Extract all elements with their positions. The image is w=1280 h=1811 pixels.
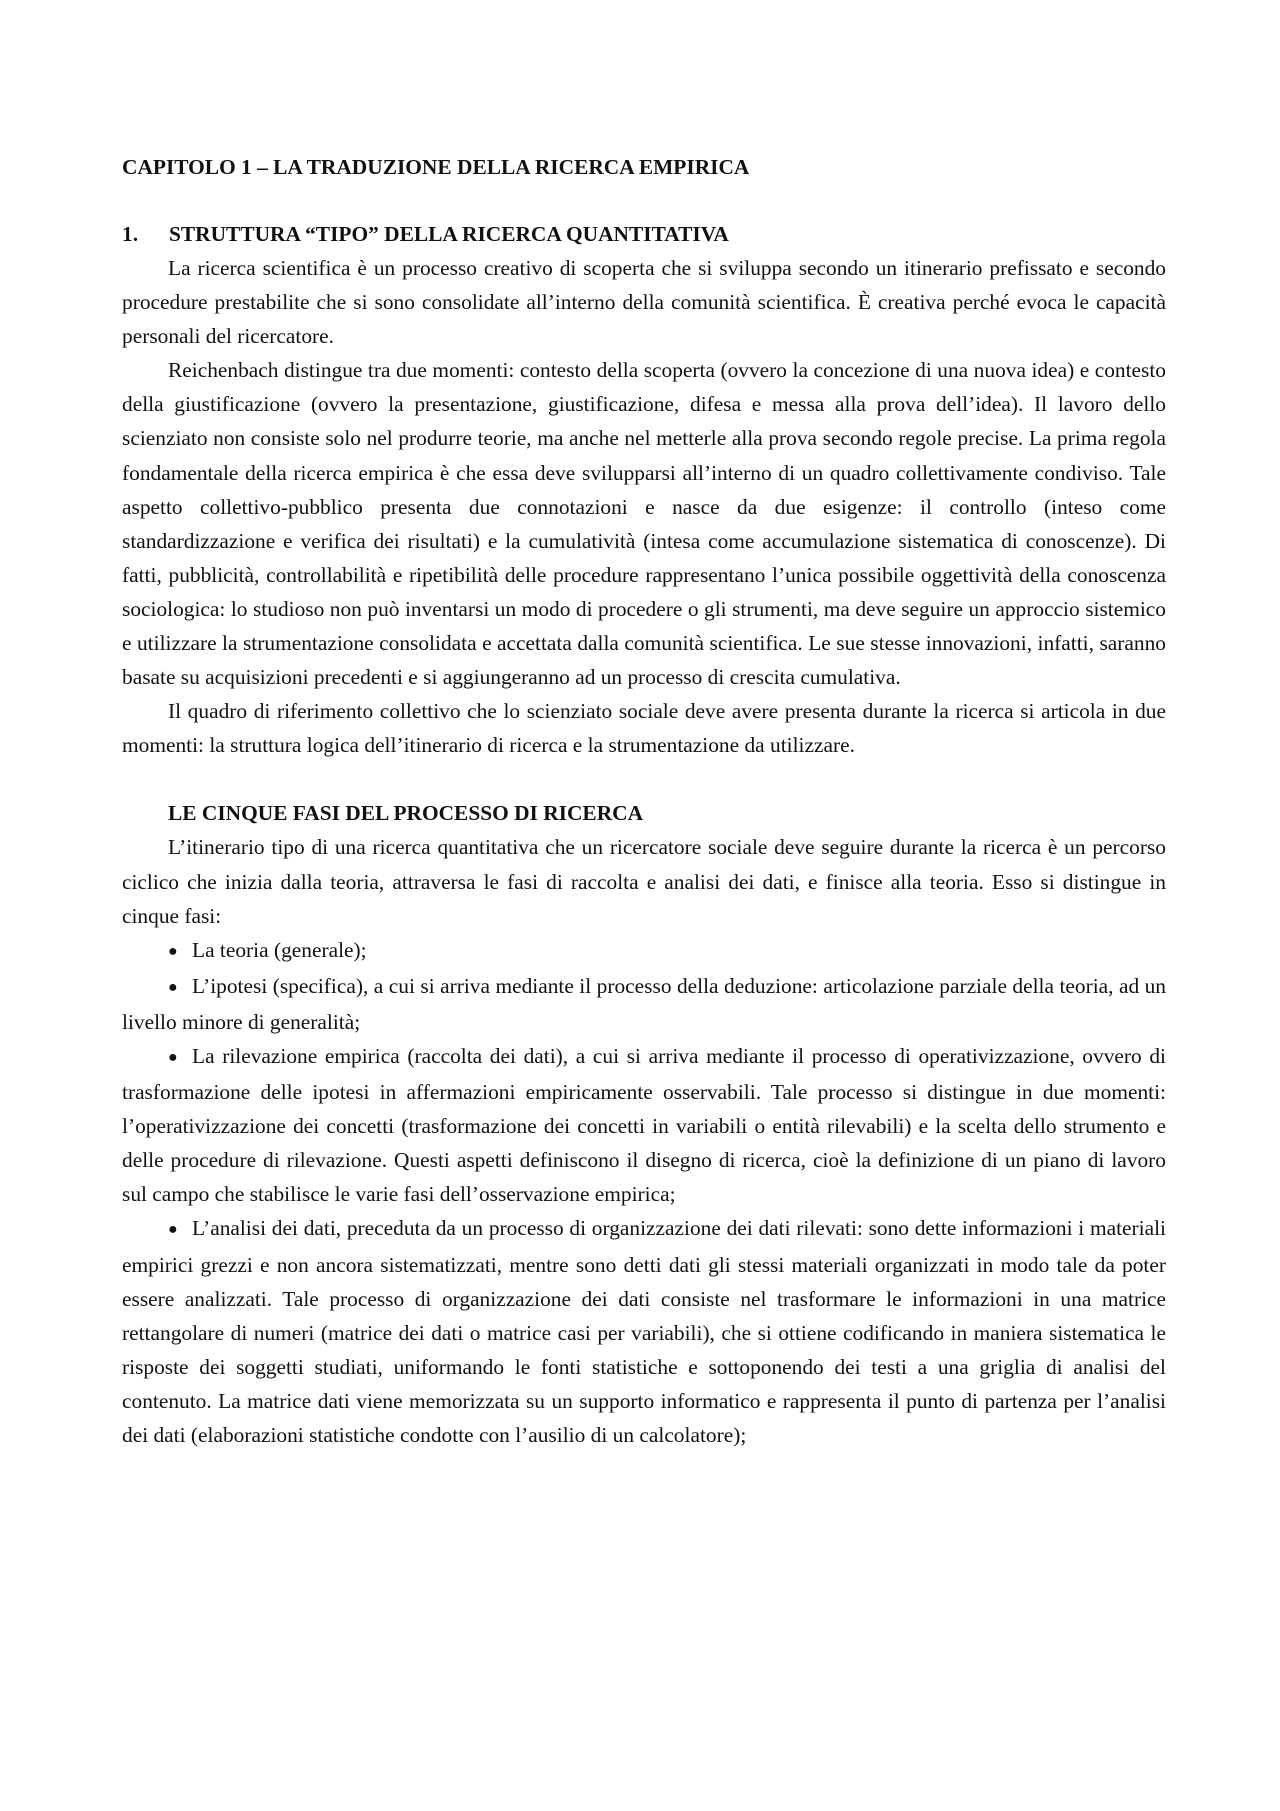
bullet-icon: ● [168,942,178,960]
bullet-icon: ● [168,978,178,996]
subsection-title: LE CINQUE FASI DEL PROCESSO DI RICERCA [168,801,644,826]
document-page [122,150,1166,1452]
subsection-intro: L’itinerario tipo di una ricerca quantitativa che un ricercatore sociale deve seguire durante la ricerca è un percorso ciclico che inizia dalla teoria, attraversa le fasi di raccolta e analisi dei dati, e finisce alla teoria. Esso si distingue in cinque fasi: [122,835,1166,928]
section-heading [122,217,1166,251]
bullet-icon: ● [168,1048,178,1066]
chapter-title: CAPITOLO 1 – LA TRADUZIONE DELLA RICERCA EMPIRICA [122,155,750,179]
section-number: 1. [122,222,139,246]
list-item [122,933,1166,969]
list-item-text: La teoria (generale); [192,937,367,962]
paragraph: Reichenbach distingue tra due momenti: contesto della scoperta (ovvero la concezione di una nuova idea) e contesto della giustificazione (ovvero la presentazione, giustificazione, difesa e messa alla prova dell’idea). Il lavoro dello scienziato non consiste solo nel produrre teorie, ma anche nel metterle alla prova secondo regole precise. La prima regola fondamentale della ricerca empirica è che essa deve svilupparsi all’interno di un quadro collettivamente condiviso. Tale aspetto collettivo-pubblico presenta due connotazioni e nasce da due esigenze: il controllo (inteso come standardizzazione e verifica dei risultati) e la cumulatività (intesa come accumulazione sistematica di conoscenze). Di fatti, pubblicità, controllabilità e ripetibilità delle procedure rappresentano l’unica possibile oggettività della conoscenza sociologica: lo studioso non può inventarsi un modo di procedere o gli strumenti, ma deve seguire un approccio sistemico e utilizzare la strumentazione consolidata e accettata dalla comunità scientifica. Le sue stesse innovazioni, infatti, saranno basate su acquisizioni precedenti e si aggiungeranno ad un processo di crescita cumulativa. [122,358,1166,690]
bullet-icon: ● [168,1221,178,1239]
paragraph: La ricerca scientifica è un processo creativo di scoperta che si sviluppa secondo un itinerario prefissato e secondo procedure prestabilite che si sono consolidate all’interno della comunità scientifica. È creativa perché evoca le capacità personali del ricercatore. [122,256,1166,349]
list-item [122,1039,1166,1211]
list-item-text: L’ipotesi (specifica), a cui si arriva mediante il processo della deduzione: articolazione parziale della teoria, ad un livello minore di generalità; [122,973,1166,1034]
list-item-text: L’analisi dei dati, preceduta da un processo di organizzazione dei dati rilevati: sono dette informazioni i materiali empirici grezzi e non ancora sistematizzati, mentre sono detti dati gli stessi materiali organizzati in modo tale da poter essere analizzati. Tale processo di organizzazione dei dati consiste nel trasformare le informazioni in una matrice rettangolare di numeri (matrice dei dati o matrice casi per variabili), che si ottiene codificando in maniera sistematica le risposte dei soggetti studiati, uniformando le fonti statistiche e sottoponendo dei testi a una griglia di analisi del contenuto. La matrice dati viene memorizzata su un supporto informatico e rappresenta il punto di partenza per l’analisi dei dati (elaborazioni statistiche condotte con l’ausilio di un calcolatore); [122,1216,1166,1447]
list-item-text: La rilevazione empirica (raccolta dei dati), a cui si arriva mediante il processo di operativizzazione, ovvero di trasformazione delle ipotesi in affermazioni empiricamente osservabili. Tale processo si distingue in due momenti: l’operativizzazione dei concetti (trasformazione dei concetti in variabili o entità rilevabili) e la scelta dello strumento e delle procedure di rilevazione. Questi aspetti definiscono il disegno di ricerca, cioè la definizione di un piano di lavoro sul campo che stabilisce le varie fasi dell’osservazione empirica; [122,1043,1166,1207]
list-item [122,969,1166,1039]
list-item [122,1211,1166,1452]
paragraph: Il quadro di riferimento collettivo che lo scienziato sociale deve avere presenta durante la ricerca si articola in due momenti: la struttura logica dell’itinerario di ricerca e la strumentazione da utilizzare. [122,699,1166,758]
section-title: STRUTTURA “TIPO” DELLA RICERCA QUANTITATIVA [169,222,729,246]
